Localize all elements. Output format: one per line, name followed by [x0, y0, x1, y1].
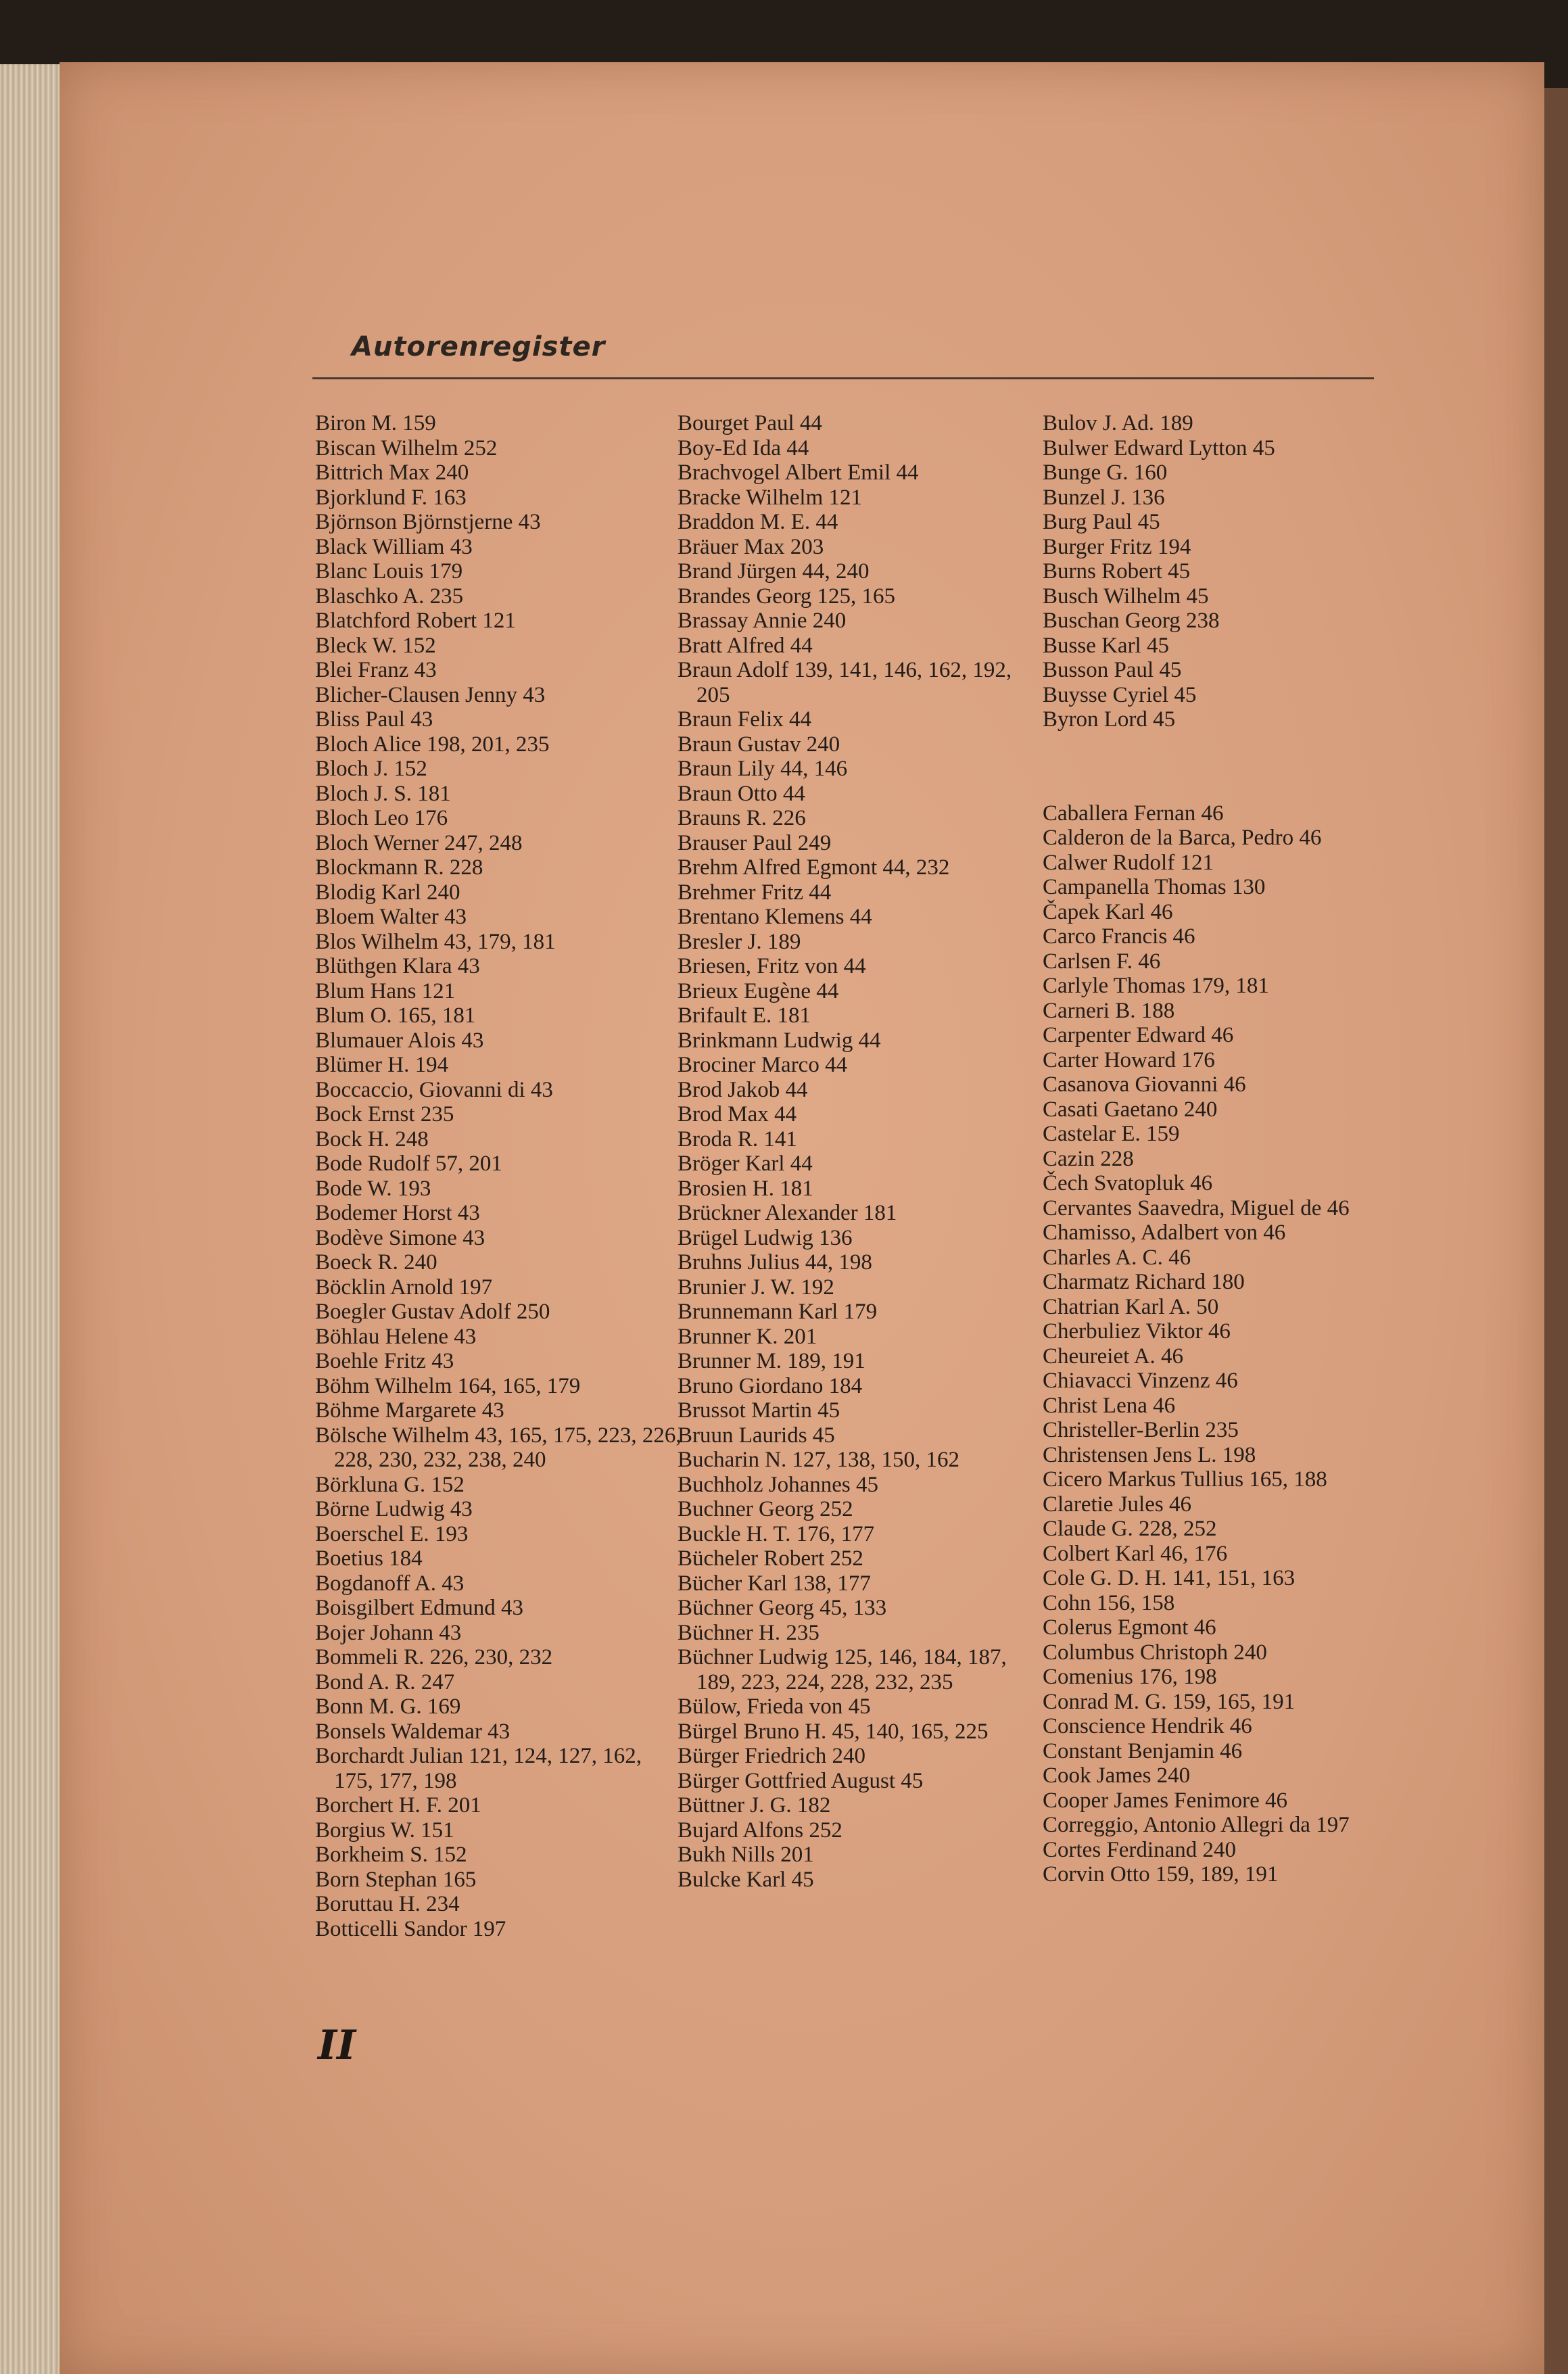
index-entry: Blos Wilhelm 43, 179, 181 — [315, 929, 556, 954]
index-entry: Brehmer Fritz 44 — [678, 880, 832, 905]
header-rule — [312, 377, 1374, 379]
index-entry: Bogdanoff A. 43 — [315, 1571, 465, 1596]
index-entry: Brassay Annie 240 — [678, 609, 847, 633]
index-entry: Bittrich Max 240 — [315, 460, 469, 485]
index-entry: Bulov J. Ad. 189 — [1043, 411, 1193, 435]
index-entry: Bodemer Horst 43 — [315, 1201, 480, 1225]
index-entry: Bülow, Frieda von 45 — [678, 1694, 871, 1719]
index-entry: Columbus Christoph 240 — [1043, 1640, 1267, 1665]
index-entry: Boy-Ed Ida 44 — [678, 435, 809, 460]
index-entry: Borchardt Julian 121, 124, 127, 162, 175, 177, 198 — [315, 1744, 642, 1793]
index-entry: Bloem Walter 43 — [315, 905, 467, 929]
index-entry: Brauser Paul 249 — [678, 830, 832, 855]
page-number: II — [318, 2022, 356, 2069]
index-entry: Bujard Alfons 252 — [678, 1818, 842, 1843]
index-entry: Blüthgen Klara 43 — [315, 954, 480, 978]
index-entry: Braun Felix 44 — [678, 707, 811, 732]
index-entry: Blei Franz 43 — [315, 658, 437, 682]
index-entry: Brügel Ludwig 136 — [678, 1225, 853, 1250]
index-entry: Cicero Markus Tullius 165, 188 — [1043, 1467, 1327, 1492]
index-entry: Bürger Gottfried August 45 — [678, 1768, 924, 1793]
index-entry: Blicher-Clausen Jenny 43 — [315, 682, 546, 707]
index-entry: Bloch J. 152 — [315, 757, 427, 781]
index-entry: Brunier J. W. 192 — [678, 1275, 834, 1300]
index-entry: Büchner H. 235 — [678, 1620, 819, 1645]
index-entry: Blatchford Robert 121 — [315, 609, 516, 633]
index-entry: Braddon M. E. 44 — [678, 510, 838, 534]
index-entry: Buchner Georg 252 — [678, 1497, 853, 1521]
index-entry: Boeck R. 240 — [315, 1250, 437, 1275]
index-entry: Bonsels Waldemar 43 — [315, 1719, 510, 1744]
index-entry: Bloch Leo 176 — [315, 806, 448, 830]
index-entry: Bürger Friedrich 240 — [678, 1744, 866, 1768]
index-entry: Bürgel Bruno H. 45, 140, 165, 225 — [678, 1719, 989, 1744]
index-entry: Broda R. 141 — [678, 1126, 797, 1152]
index-entry: Comenius 176, 198 — [1043, 1665, 1217, 1689]
index-entry: Burg Paul 45 — [1043, 510, 1160, 534]
index-entry: Bröger Karl 44 — [678, 1152, 813, 1176]
index-entry: Conrad M. G. 159, 165, 191 — [1043, 1689, 1296, 1714]
index-entry: Blum Hans 121 — [315, 978, 456, 1003]
index-entry: Braun Gustav 240 — [678, 732, 840, 757]
index-entry: Born Stephan 165 — [315, 1867, 477, 1892]
index-entry: Chamisso, Adalbert von 46 — [1043, 1220, 1286, 1245]
index-column-1 — [315, 411, 684, 1941]
index-entry: Čech Svatopluk 46 — [1043, 1171, 1213, 1195]
index-entry: Cazin 228 — [1043, 1146, 1134, 1171]
index-entry: Blumauer Alois 43 — [315, 1028, 484, 1053]
index-entry: Biron M. 159 — [315, 411, 436, 435]
index-entry: Blodig Karl 240 — [315, 880, 460, 905]
index-entry: Braun Adolf 139, 141, 146, 162, 192, 205 — [678, 658, 1012, 707]
index-entry: Busson Paul 45 — [1043, 658, 1182, 682]
index-column-2 — [678, 411, 1046, 1892]
index-entry: Bruno Giordano 184 — [678, 1373, 863, 1398]
index-entry: Brussot Martin 45 — [678, 1398, 840, 1423]
index-entry: Botticelli Sandor 197 — [315, 1916, 506, 1941]
index-entry: Christensen Jens L. 198 — [1043, 1442, 1256, 1467]
index-entry: Buysse Cyriel 45 — [1043, 682, 1197, 707]
index-entry: Biscan Wilhelm 252 — [315, 435, 498, 460]
index-entry: Bloch Alice 198, 201, 235 — [315, 732, 550, 757]
index-entry: Cheureiet A. 46 — [1043, 1344, 1184, 1369]
index-entry: Castelar E. 159 — [1043, 1122, 1180, 1146]
index-entry: Brunnemann Karl 179 — [678, 1300, 878, 1324]
index-entry: Borgius W. 151 — [315, 1818, 454, 1843]
index-entry: Bulcke Karl 45 — [678, 1867, 814, 1892]
index-entry: Bucharin N. 127, 138, 150, 162 — [678, 1448, 960, 1472]
index-entry: Burns Robert 45 — [1043, 559, 1191, 584]
index-entry: Bodève Simone 43 — [315, 1225, 485, 1250]
index-entry: Cortes Ferdinand 240 — [1043, 1837, 1236, 1862]
index-entry: Bloch J. S. 181 — [315, 781, 451, 806]
index-entry: Braun Lily 44, 146 — [678, 757, 848, 781]
index-entry: Colerus Egmont 46 — [1043, 1615, 1216, 1640]
index-entry: Calwer Rudolf 121 — [1043, 850, 1214, 875]
index-entry: Casanova Giovanni 46 — [1043, 1072, 1246, 1097]
index-entry: Bunzel J. 136 — [1043, 485, 1165, 510]
index-entry: Blockmann R. 228 — [315, 855, 483, 880]
running-header: Autorenregister — [352, 331, 606, 362]
index-entry: Cervantes Saavedra, Miguel de 46 — [1043, 1195, 1350, 1220]
index-entry: Borkheim S. 152 — [315, 1843, 467, 1867]
facing-page-edge — [1544, 88, 1568, 2374]
index-entry: Carco Francis 46 — [1043, 924, 1195, 949]
index-entry: Conscience Hendrik 46 — [1043, 1714, 1252, 1738]
index-entry: Colbert Karl 46, 176 — [1043, 1541, 1228, 1566]
index-entry: Brunner K. 201 — [678, 1324, 817, 1349]
index-entry: Campanella Thomas 130 — [1043, 875, 1266, 899]
index-entry: Blümer H. 194 — [315, 1053, 449, 1077]
index-entry: Caballera Fernan 46 — [1043, 801, 1224, 826]
page-stack-edge — [0, 64, 68, 2374]
index-entry: Brückner Alexander 181 — [678, 1201, 897, 1225]
index-entry: Bock Ernst 235 — [315, 1102, 454, 1126]
index-entry: Corvin Otto 159, 189, 191 — [1043, 1862, 1279, 1886]
index-entry: Brinkmann Ludwig 44 — [678, 1028, 881, 1053]
index-column-3 — [1043, 411, 1411, 1887]
index-entry: Cherbuliez Viktor 46 — [1043, 1319, 1231, 1344]
index-entry: Bratt Alfred 44 — [678, 633, 813, 658]
index-entry: Boruttau H. 234 — [315, 1892, 460, 1916]
index-entry: Böhlau Helene 43 — [315, 1324, 477, 1349]
index-entry: Bruun Laurids 45 — [678, 1423, 835, 1448]
index-entry: Bliss Paul 43 — [315, 707, 433, 732]
index-entry: Christeller-Berlin 235 — [1043, 1418, 1239, 1442]
index-entry: Brieux Eugène 44 — [678, 978, 839, 1003]
index-entry: Boehle Fritz 43 — [315, 1349, 454, 1373]
index-entry: Braun Otto 44 — [678, 781, 805, 806]
index-entry: Boisgilbert Edmund 43 — [315, 1596, 523, 1620]
index-entry: Boegler Gustav Adolf 250 — [315, 1300, 550, 1324]
index-entry: Björnson Björnstjerne 43 — [315, 510, 541, 534]
index-entry: Blaschko A. 235 — [315, 584, 464, 609]
index-entry: Carter Howard 176 — [1043, 1047, 1215, 1072]
index-entry: Bulwer Edward Lytton 45 — [1043, 435, 1275, 460]
index-entry: Cook James 240 — [1043, 1763, 1191, 1788]
index-entry: Brandes Georg 125, 165 — [678, 584, 896, 609]
index-entry: Boerschel E. 193 — [315, 1521, 469, 1546]
index-entry: Čapek Karl 46 — [1043, 899, 1173, 924]
index-entry: Büchner Ludwig 125, 146, 184, 187, 189, 223, 224, 228, 232, 235 — [678, 1645, 1007, 1694]
index-entry: Chatrian Karl A. 50 — [1043, 1294, 1219, 1319]
index-entry: Christ Lena 46 — [1043, 1393, 1176, 1418]
index-entry: Bräuer Max 203 — [678, 534, 824, 559]
index-entry: Casati Gaetano 240 — [1043, 1097, 1218, 1122]
index-entry: Brehm Alfred Egmont 44, 232 — [678, 855, 950, 880]
index-entry: Brod Jakob 44 — [678, 1077, 808, 1102]
index-entry: Blum O. 165, 181 — [315, 1003, 476, 1028]
index-entry: Busch Wilhelm 45 — [1043, 584, 1209, 609]
index-entry: Brauns R. 226 — [678, 806, 806, 830]
index-entry: Boccaccio, Giovanni di 43 — [315, 1077, 553, 1102]
index-entry: Cole G. D. H. 141, 151, 163 — [1043, 1566, 1296, 1590]
index-entry: Claretie Jules 46 — [1043, 1492, 1191, 1517]
section-gap — [1043, 755, 1411, 779]
index-entry: Boetius 184 — [315, 1546, 423, 1571]
index-entry: Bücher Karl 138, 177 — [678, 1571, 871, 1596]
index-entry: Brand Jürgen 44, 240 — [678, 559, 870, 584]
index-entry: Bücheler Robert 252 — [678, 1546, 863, 1571]
index-entry: Börkluna G. 152 — [315, 1472, 465, 1497]
index-entry: Brosien H. 181 — [678, 1176, 813, 1201]
index-entry: Büchner Georg 45, 133 — [678, 1596, 887, 1620]
index-entry: Bock H. 248 — [315, 1126, 429, 1152]
index-entry: Carlsen F. 46 — [1043, 949, 1161, 974]
index-entry: Büttner J. G. 182 — [678, 1793, 831, 1818]
index-entry: Bracke Wilhelm 121 — [678, 485, 862, 510]
index-entry: Constant Benjamin 46 — [1043, 1738, 1243, 1763]
index-entry: Buchholz Johannes 45 — [678, 1472, 878, 1497]
index-entry: Bleck W. 152 — [315, 633, 436, 658]
index-entry: Brentano Klemens 44 — [678, 905, 872, 929]
index-entry: Brachvogel Albert Emil 44 — [678, 460, 919, 485]
index-entry: Bukh Nills 201 — [678, 1843, 814, 1867]
index-entry: Bunge G. 160 — [1043, 460, 1168, 485]
index-entry: Böhm Wilhelm 164, 165, 179 — [315, 1373, 581, 1398]
index-entry: Bode Rudolf 57, 201 — [315, 1152, 502, 1176]
index-entry: Bjorklund F. 163 — [315, 485, 467, 510]
index-entry: Cooper James Fenimore 46 — [1043, 1788, 1288, 1813]
index-entry: Bölsche Wilhelm 43, 165, 175, 223, 226, 228, 230, 232, 238, 240 — [315, 1423, 682, 1472]
index-entry: Bojer Johann 43 — [315, 1620, 462, 1645]
index-entry: Böcklin Arnold 197 — [315, 1275, 493, 1300]
index-entry: Black William 43 — [315, 534, 473, 559]
index-entry: Bruhns Julius 44, 198 — [678, 1250, 872, 1275]
index-entry: Bresler J. 189 — [678, 929, 801, 954]
index-entry: Bode W. 193 — [315, 1176, 431, 1201]
index-entry: Charles A. C. 46 — [1043, 1245, 1191, 1270]
index-entry: Correggio, Antonio Allegri da 197 — [1043, 1813, 1350, 1837]
index-entry: Carpenter Edward 46 — [1043, 1023, 1234, 1047]
index-entry: Carlyle Thomas 179, 181 — [1043, 974, 1269, 998]
index-entry: Cohn 156, 158 — [1043, 1590, 1175, 1615]
index-entry: Buckle H. T. 176, 177 — [678, 1521, 875, 1546]
index-entry: Böhme Margarete 43 — [315, 1398, 504, 1423]
index-entry: Börne Ludwig 43 — [315, 1497, 473, 1521]
index-entry: Briesen, Fritz von 44 — [678, 954, 866, 978]
index-entry: Bond A. R. 247 — [315, 1669, 455, 1694]
index-entry: Carneri B. 188 — [1043, 998, 1175, 1023]
index-entry: Bourget Paul 44 — [678, 411, 822, 435]
index-entry: Busse Karl 45 — [1043, 633, 1169, 658]
index-entry: Buschan Georg 238 — [1043, 609, 1220, 633]
index-entry: Borchert H. F. 201 — [315, 1793, 481, 1818]
index-entry: Bonn M. G. 169 — [315, 1694, 461, 1719]
index-entry: Claude G. 228, 252 — [1043, 1517, 1217, 1541]
index-entry: Bommeli R. 226, 230, 232 — [315, 1645, 553, 1669]
index-entry: Bloch Werner 247, 248 — [315, 830, 523, 855]
index-entry: Byron Lord 45 — [1043, 707, 1176, 732]
index-entry: Brod Max 44 — [678, 1102, 797, 1126]
index-entry: Brifault E. 181 — [678, 1003, 811, 1028]
index-entry: Brociner Marco 44 — [678, 1053, 848, 1077]
index-entry: Blanc Louis 179 — [315, 559, 463, 584]
index-entry: Burger Fritz 194 — [1043, 534, 1191, 559]
index-entry: Chiavacci Vinzenz 46 — [1043, 1369, 1238, 1393]
index-entry: Charmatz Richard 180 — [1043, 1270, 1245, 1294]
index-entry: Calderon de la Barca, Pedro 46 — [1043, 826, 1322, 850]
index-entry: Brunner M. 189, 191 — [678, 1349, 865, 1373]
